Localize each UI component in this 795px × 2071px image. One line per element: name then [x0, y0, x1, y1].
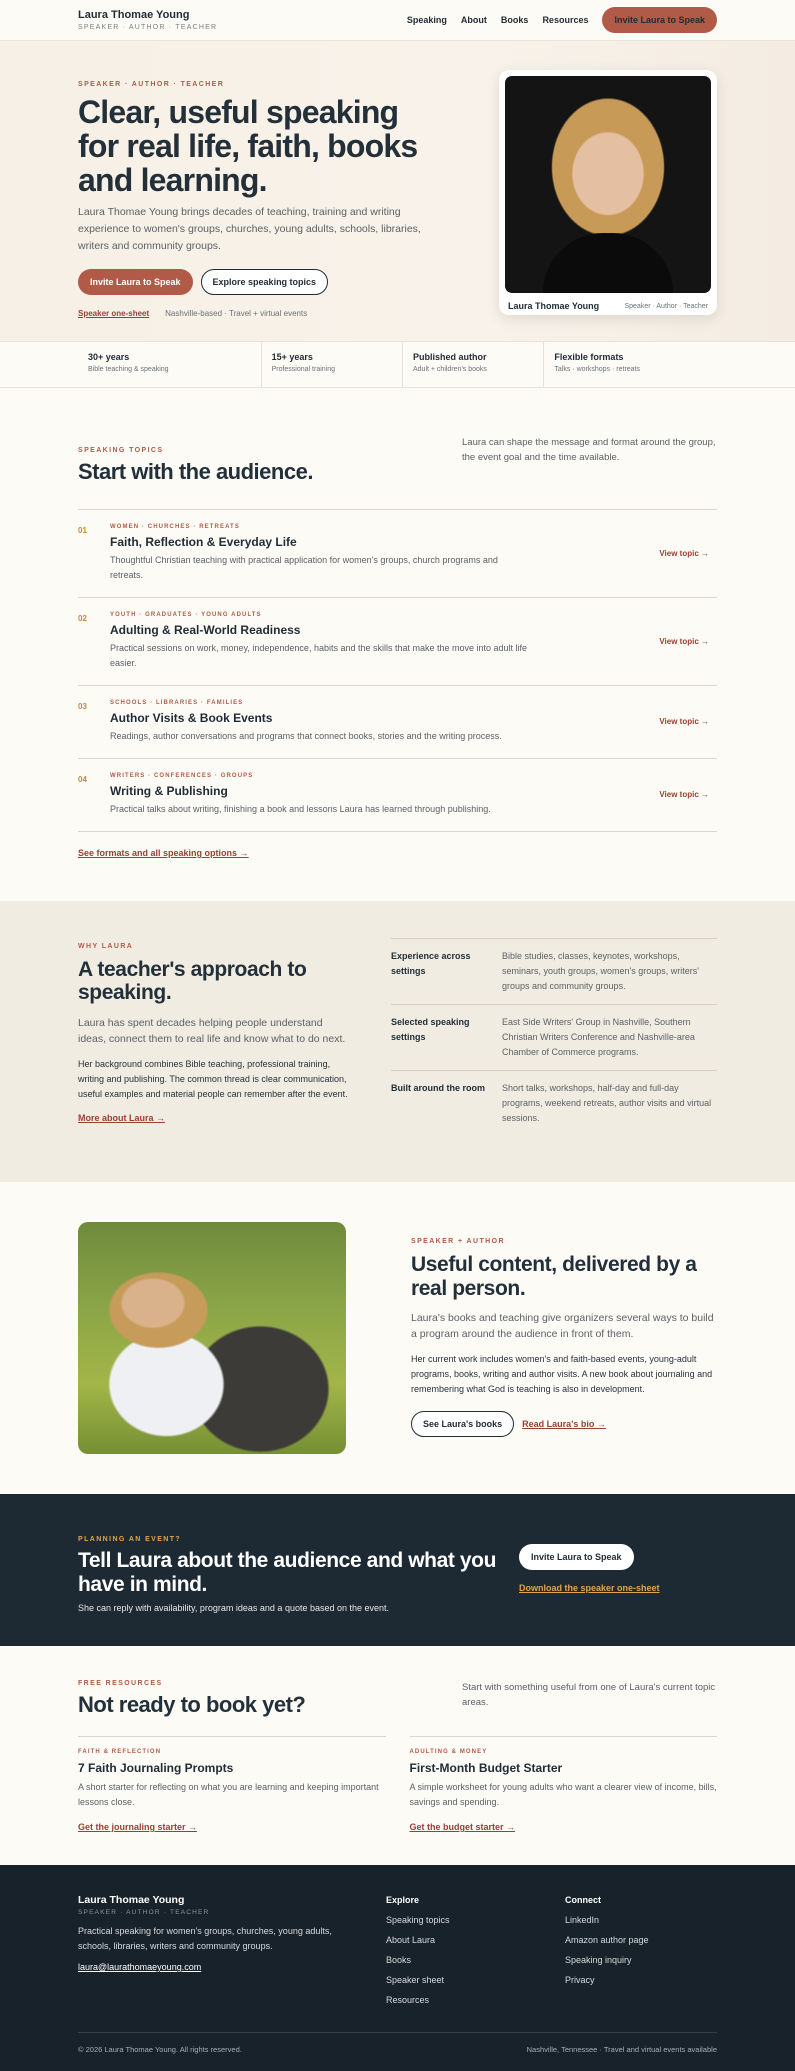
- why-details-table: [391, 938, 717, 1136]
- footer-description: Practical speaking for women's groups, churches, young adults, schools, libraries, writers and community groups.: [78, 1926, 332, 1951]
- footer-link-amazon[interactable]: Amazon author page: [565, 1935, 649, 1945]
- header-invite-button[interactable]: Invite Laura to Speak: [602, 7, 717, 33]
- topic-row[interactable]: [78, 598, 717, 686]
- sa-lead: Laura's books and teaching give organizers several ways to build a program around the audience in front of them.: [411, 1312, 714, 1340]
- why-eyebrow: WHY LAURA: [78, 943, 134, 950]
- cta-content: [78, 1536, 498, 1613]
- stat-title: Published author: [413, 352, 487, 362]
- resource-card: [78, 1736, 386, 1835]
- topic-list: [78, 509, 717, 832]
- sa-eyebrow: SPEAKER + AUTHOR: [411, 1238, 505, 1245]
- speaker-author-section: [0, 1182, 795, 1494]
- hero-invite-button[interactable]: Invite Laura to Speak: [78, 269, 193, 295]
- footer-link-about[interactable]: About Laura: [386, 1935, 436, 1945]
- view-topic-link[interactable]: View topic →: [659, 548, 709, 558]
- location-note: Nashville-based · Travel + virtual events: [165, 309, 308, 318]
- footer-link-privacy[interactable]: Privacy: [565, 1975, 595, 1985]
- stat-sub: Talks · workshops · retreats: [554, 366, 641, 373]
- why-row: [391, 939, 717, 1005]
- hero-lead: Laura Thomae Young brings decades of teaching, training and writing experience to women's groups, churches, young adults, schools, libraries, writers and community groups.: [78, 206, 421, 252]
- footer-link-linkedin[interactable]: LinkedIn: [565, 1915, 600, 1925]
- portrait-card: [499, 70, 717, 315]
- nav-about[interactable]: About: [460, 15, 487, 25]
- footer-email-link[interactable]: laura@laurathomaeyoung.com: [78, 1962, 202, 1972]
- topic-description: Thoughtful Christian teaching with practical application for women's groups, church programs and retreats.: [110, 555, 498, 580]
- cta-actions: [519, 1544, 660, 1593]
- stat-sub: Adult + children's books: [413, 366, 487, 373]
- resource-card: [410, 1736, 718, 1835]
- cta-sub: She can reply with availability, program ideas and a quote based on the event.: [78, 1603, 390, 1613]
- footer-link-resources[interactable]: Resources: [386, 1995, 430, 2005]
- footer-link-speaker-sheet[interactable]: Speaker sheet: [386, 1975, 445, 1985]
- hero-eyebrow: SPEAKER · AUTHOR · TEACHER: [78, 81, 225, 88]
- view-topic-link[interactable]: View topic →: [659, 717, 709, 726]
- why-row-value: Bible studies, classes, keynotes, workshops, seminars, youth groups, women's groups, writers' groups and community groups.: [502, 951, 700, 991]
- portrait-role: Speaker · Author · Teacher: [624, 302, 708, 310]
- topic-row[interactable]: [78, 686, 717, 759]
- resources-intro: Start with something useful from one of Laura's current topic areas.: [462, 1682, 716, 1708]
- sa-body: Her current work includes women's and faith-based events, young-adult programs, books, writing and author visits. A new book about journaling and remembering what God is teaching is also in development.: [411, 1354, 713, 1394]
- why-row-value: Short talks, workshops, half-day and full-day programs, weekend retreats, author visits and virtual sessions.: [502, 1083, 712, 1123]
- topics-intro: Laura can shape the message and format around the group, the event goal and the time available.: [462, 437, 716, 463]
- hero-title: Clear, useful speaking for real life, faith, books and learning.: [78, 94, 418, 198]
- portrait-name: Laura Thomae Young: [508, 301, 600, 311]
- footer-explore-heading: Explore: [386, 1895, 420, 1905]
- stat-sub: Bible teaching & speaking: [88, 366, 169, 373]
- topic-tag: SCHOOLS · LIBRARIES · FAMILIES: [110, 700, 244, 706]
- view-topic-link[interactable]: View topic →: [659, 790, 709, 799]
- read-bio-link[interactable]: Read Laura's bio →: [522, 1419, 606, 1429]
- footer-connect-heading: Connect: [565, 1895, 601, 1905]
- explore-topics-button[interactable]: Explore speaking topics: [201, 269, 329, 295]
- see-books-button[interactable]: See Laura's books: [411, 1411, 514, 1437]
- topics-header: [78, 435, 717, 485]
- topic-title[interactable]: Author Visits & Book Events: [110, 711, 273, 725]
- footer-link-inquiry[interactable]: Speaking inquiry: [565, 1955, 632, 1965]
- journaling-starter-link[interactable]: Get the journaling starter →: [78, 1822, 198, 1832]
- stat-title: 30+ years: [88, 352, 130, 362]
- footer-explore-column: [386, 1895, 450, 2015]
- footer-brand: [78, 1894, 358, 1975]
- topic-tag: WRITERS · CONFERENCES · GROUPS: [110, 773, 254, 779]
- why-row: [391, 1071, 717, 1136]
- why-row-value: East Side Writers' Group in Nashville, Southern Christian Writers Conference and Nashville-area Chamber of Commerce programs.: [502, 1017, 695, 1057]
- footer-connect-column: [565, 1895, 649, 1995]
- resource-title: First-Month Budget Starter: [409, 1761, 563, 1775]
- topic-row[interactable]: [78, 510, 717, 598]
- cta-title: Tell Laura about the audience and what you have in mind.: [78, 1549, 497, 1596]
- resource-title: 7 Faith Journaling Prompts: [78, 1761, 234, 1775]
- stat-sub: Professional training: [271, 366, 336, 373]
- site-header: [0, 0, 795, 41]
- why-row-key: Built around the room: [391, 1083, 485, 1093]
- cta-eyebrow: PLANNING AN EVENT?: [78, 1536, 182, 1543]
- brand-name[interactable]: Laura Thomae Young: [78, 9, 190, 21]
- site-footer: [0, 1865, 795, 2071]
- why-lead: Laura has spent decades helping people understand ideas, connect them to real life and know what to do next.: [78, 1017, 346, 1045]
- stats-strip: [0, 341, 795, 388]
- topic-description: Practical talks about writing, finishing a book and lessons Laura has learned through publishing.: [110, 804, 491, 814]
- all-speaking-options-link[interactable]: See formats and all speaking options →: [78, 848, 249, 858]
- topics-eyebrow: SPEAKING TOPICS: [78, 447, 164, 454]
- topic-number: 01: [78, 526, 87, 535]
- nav-resources[interactable]: Resources: [542, 15, 589, 25]
- topic-number: 04: [78, 775, 87, 784]
- nav-speaking[interactable]: Speaking: [406, 15, 447, 25]
- speaking-topics-section: [0, 388, 795, 901]
- portrait-photo: [505, 76, 711, 293]
- hero-section: [0, 41, 795, 341]
- nav-books[interactable]: Books: [500, 15, 529, 25]
- topic-number: 03: [78, 702, 87, 711]
- why-row-key: Selected speaking settings: [391, 1017, 470, 1042]
- footer-link-books[interactable]: Books: [386, 1955, 412, 1965]
- topic-description: Practical sessions on work, money, independence, habits and the skills that make the move into adult life easier.: [110, 643, 528, 668]
- why-row: [391, 1005, 717, 1071]
- stat-item: [0, 342, 262, 387]
- free-resources-section: [0, 1646, 795, 1865]
- copyright: © 2026 Laura Thomae Young. All rights reserved.: [78, 2045, 242, 2054]
- sa-title: Useful content, delivered by a real person.: [411, 1253, 697, 1300]
- topic-description: Readings, author conversations and programs that connect books, stories and the writing process.: [110, 731, 502, 741]
- planning-cta-section: [0, 1494, 795, 1646]
- brand-tagline: SPEAKER · AUTHOR · TEACHER: [78, 24, 218, 31]
- why-title: A teacher's approach to speaking.: [78, 958, 307, 1004]
- portrait-caption: [505, 301, 711, 311]
- resources-header: [78, 1680, 717, 1718]
- stat-item: [403, 342, 544, 387]
- speaker-author-content: [411, 1238, 717, 1437]
- stat-title: 15+ years: [271, 352, 313, 362]
- resource-cards: [78, 1736, 717, 1835]
- cta-invite-button[interactable]: Invite Laura to Speak: [519, 1544, 634, 1570]
- stat-title: Flexible formats: [554, 352, 624, 362]
- topic-tag: WOMEN · CHURCHES · RETREATS: [110, 524, 240, 530]
- budget-starter-link[interactable]: Get the budget starter →: [409, 1822, 516, 1832]
- topics-title: Start with the audience.: [78, 459, 313, 484]
- view-topic-link[interactable]: View topic →: [659, 636, 709, 646]
- topic-title[interactable]: Faith, Reflection & Everyday Life: [110, 535, 297, 549]
- more-about-laura-link[interactable]: More about Laura →: [78, 1113, 166, 1123]
- topic-tag: YOUTH · GRADUATES · YOUNG ADULTS: [110, 612, 262, 618]
- why-laura-section: [0, 901, 795, 1182]
- brand[interactable]: [78, 9, 217, 31]
- main-nav: [407, 7, 717, 33]
- stat-item: [262, 342, 403, 387]
- footer-name: Laura Thomae Young: [78, 1894, 185, 1906]
- resource-tag: FAITH & REFLECTION: [78, 1749, 162, 1755]
- speaker-one-sheet-link[interactable]: Speaker one-sheet: [78, 309, 150, 318]
- topic-number: 02: [78, 614, 87, 623]
- stat-item: [544, 342, 795, 387]
- hero-links: [78, 309, 438, 318]
- resource-description: A simple worksheet for young adults who want a clearer view of income, bills, savings and spending.: [409, 1782, 717, 1807]
- why-body: Her background combines Bible teaching, professional training, writing and publishing. The common thread is clear communication, useful examples and material people can remember after the event.: [78, 1059, 348, 1099]
- footer-bottom-bar: [78, 2032, 717, 2054]
- hero-buttons: [78, 269, 438, 295]
- topic-title[interactable]: Adulting & Real-World Readiness: [110, 623, 301, 637]
- resource-description: A short starter for reflecting on what you are learning and keeping important lessons close.: [78, 1782, 379, 1807]
- footer-location: Nashville, Tennessee · Travel and virtual events available: [526, 2045, 717, 2054]
- download-one-sheet-link[interactable]: Download the speaker one-sheet: [519, 1583, 660, 1593]
- why-row-key: Experience across settings: [391, 951, 471, 976]
- resource-tag: ADULTING & MONEY: [409, 1749, 488, 1755]
- laura-with-dog-photo: [78, 1222, 346, 1454]
- hero-content: [78, 81, 438, 318]
- footer-tagline: SPEAKER · AUTHOR · TEACHER: [78, 1909, 210, 1916]
- resources-eyebrow: FREE RESOURCES: [78, 1680, 163, 1687]
- sa-buttons: [411, 1411, 717, 1437]
- resources-title: Not ready to book yet?: [78, 1692, 306, 1717]
- topic-title[interactable]: Writing & Publishing: [110, 784, 228, 798]
- footer-link-speaking-topics[interactable]: Speaking topics: [386, 1915, 450, 1925]
- topic-row[interactable]: [78, 759, 717, 832]
- why-content: [78, 943, 353, 1126]
